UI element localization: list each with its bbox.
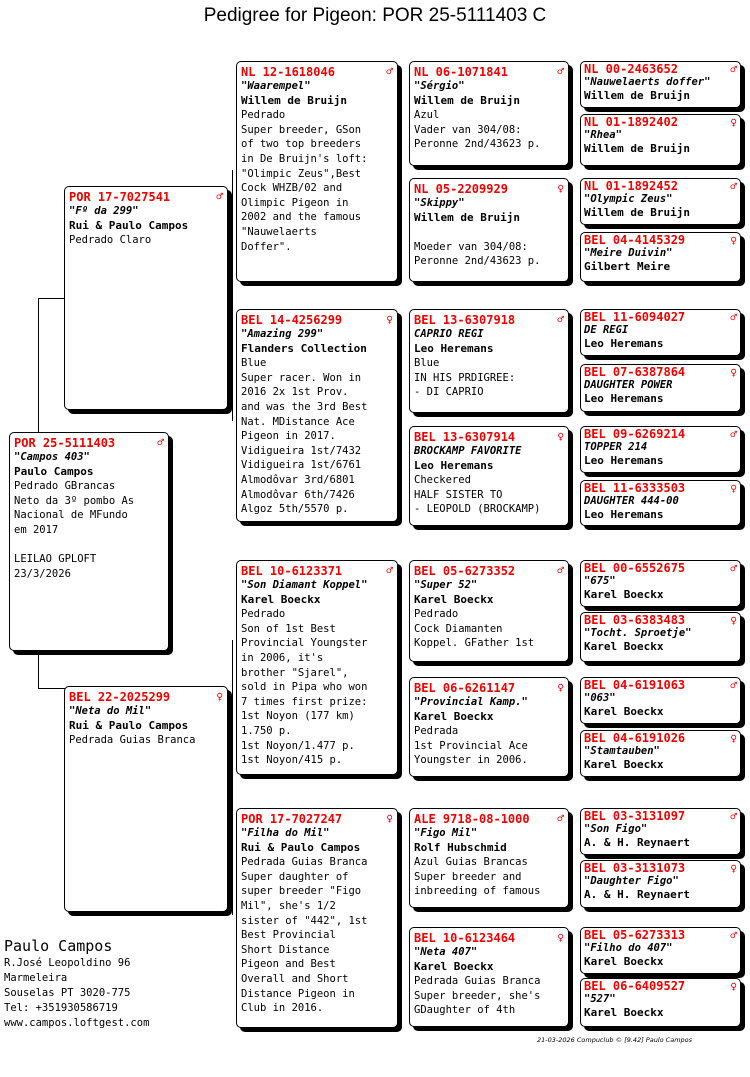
ring-number: BEL 00-6552675 <box>584 561 686 575</box>
note-line: Short Distance <box>241 943 330 956</box>
male-icon: ♂ <box>730 562 737 575</box>
note-line: GDaughter of 4th <box>414 1004 516 1017</box>
ring-number: BEL 06-6409527 <box>584 979 686 993</box>
pigeon-card-ssd[interactable] <box>409 178 569 282</box>
pigeon-card-sire[interactable] <box>64 186 228 410</box>
owner-address-line: Souselas PT 3020-775 <box>4 987 131 999</box>
breeder-name: Rui & Paulo Campos <box>241 840 361 854</box>
note-line: Super breeder, GSon <box>241 123 362 136</box>
ring-number: BEL 10-6123464 <box>414 931 516 945</box>
breeder-name: Karel Boeckx <box>584 1006 664 1019</box>
owner-name: Paulo Campos <box>4 937 113 955</box>
female-icon: ♀ <box>386 313 393 326</box>
pigeon-card-subject[interactable] <box>9 432 169 651</box>
pigeon-card-g6[interactable] <box>580 364 741 412</box>
ring-number: BEL 05-6273352 <box>414 564 516 578</box>
pigeon-color: Azul Guias Brancas <box>414 856 528 869</box>
female-icon: ♀ <box>557 681 564 694</box>
female-icon: ♀ <box>730 482 737 495</box>
pigeon-color: Pedrado <box>241 608 286 621</box>
ring-number: BEL 04-6191026 <box>584 731 686 745</box>
female-icon: ♀ <box>730 614 737 627</box>
pigeon-color: Azul <box>414 109 440 122</box>
pigeon-color: Pedrada <box>414 725 459 738</box>
pigeon-card-g5[interactable] <box>580 309 741 356</box>
female-icon: ♀ <box>730 862 737 875</box>
female-icon: ♀ <box>730 732 737 745</box>
pigeon-name: "Amazing 299" <box>241 328 324 340</box>
connector-dd <box>401 850 409 970</box>
pigeon-card-g11[interactable] <box>580 677 741 724</box>
female-icon: ♀ <box>557 931 564 944</box>
note-line: Doffer". <box>241 240 292 253</box>
pigeon-name: "Filho do 407" <box>584 942 673 954</box>
breeder-name: Leo Heremans <box>584 454 664 467</box>
female-icon: ♀ <box>730 980 737 993</box>
pigeon-name: "Son Diamant Koppel" <box>241 579 368 591</box>
breeder-name: Leo Heremans <box>414 458 494 472</box>
owner-info <box>4 936 149 1031</box>
breeder-name: Karel Boeckx <box>584 758 664 771</box>
female-icon: ♀ <box>557 182 564 195</box>
note-line: inbreeding of famous <box>414 885 541 898</box>
note-line: of two top breeders <box>241 138 362 151</box>
note-line: 1.750 p. <box>241 724 292 737</box>
pigeon-name: "Tocht. Sproetje" <box>584 627 692 639</box>
connector-sd <box>401 345 409 470</box>
pigeon-color: Blue <box>414 357 440 370</box>
connector-ss <box>401 90 409 225</box>
note-line: em 2017 <box>14 523 59 536</box>
breeder-name: Karel Boeckx <box>584 640 664 653</box>
pigeon-card-dd[interactable] <box>236 808 398 1028</box>
pigeon-card-dds[interactable] <box>409 808 569 908</box>
breeder-name: Paulo Campos <box>14 464 94 478</box>
pigeon-card-g1[interactable] <box>580 61 741 108</box>
pigeon-name: "Stamtauben" <box>584 745 660 757</box>
ring-number: BEL 03-3131073 <box>584 861 686 875</box>
pigeon-name: "Neta do Mil" <box>69 705 152 717</box>
male-icon: ♂ <box>216 190 223 203</box>
pigeon-name: "Olympic Zeus" <box>584 193 673 205</box>
pigeon-card-g14[interactable] <box>580 860 741 908</box>
note-line: Overall and Short <box>241 972 349 985</box>
pigeon-card-g4[interactable] <box>580 232 741 282</box>
ring-number: BEL 04-4145329 <box>584 233 686 247</box>
male-icon: ♂ <box>730 929 737 942</box>
breeder-name: Karel Boeckx <box>584 705 664 718</box>
note-line: Nat. MDistance Ace <box>241 415 355 428</box>
pigeon-name: "Fº da 299" <box>69 205 139 217</box>
breeder-name: Flanders Collection <box>241 341 367 355</box>
pigeon-name: "Provincial Kamp." <box>414 696 528 708</box>
pigeon-name: "Super 52" <box>414 579 478 591</box>
pigeon-color: Pedrado <box>241 109 286 122</box>
pigeon-name: BROCKAMP FAVORITE <box>414 445 522 457</box>
ring-number: BEL 10-6123371 <box>241 564 343 578</box>
note-line: Peronne 2nd/43623 p. <box>414 138 541 151</box>
note-line: Moeder van 304/08: <box>414 240 528 253</box>
ring-number: BEL 09-6269214 <box>584 427 686 441</box>
note-line: Mil", she's 1/2 <box>241 899 336 912</box>
note-line: 1st Provincial Ace <box>414 739 528 752</box>
pigeon-card-g12[interactable] <box>580 730 741 777</box>
male-icon: ♂ <box>557 564 564 577</box>
pigeon-color <box>414 225 564 240</box>
pigeon-name: "Son Figo" <box>584 823 648 835</box>
note-line: Vidigueira 1st/7432 <box>241 444 362 457</box>
pigeon-card-ddd[interactable] <box>409 927 569 1027</box>
note-line: Super daughter of <box>241 870 349 883</box>
breeder-name: Willem de Bruijn <box>241 93 347 107</box>
connector-ds <box>401 600 409 725</box>
male-icon: ♂ <box>730 311 737 324</box>
male-icon: ♂ <box>730 810 737 823</box>
pigeon-color: Pedrado <box>414 608 459 621</box>
page-title: Pedigree for Pigeon: POR 25-5111403 C <box>203 5 547 26</box>
breeder-name: A. & H. Reynaert <box>584 836 690 849</box>
ring-number: BEL 03-6383483 <box>584 613 686 627</box>
breeder-name: Willem de Bruijn <box>584 89 690 102</box>
pigeon-name: "Meire Duivin" <box>584 247 673 259</box>
note-line: 7 times first prize: <box>241 695 368 708</box>
note-line <box>14 538 164 553</box>
owner-address-line: Marmeleira <box>4 972 68 984</box>
breeder-name: A. & H. Reynaert <box>584 888 690 901</box>
pigeon-name: "Rhea" <box>584 129 622 141</box>
note-line: 1st Noyon/1.477 p. <box>241 739 355 752</box>
pigeon-card-g10[interactable] <box>580 612 741 662</box>
note-line: Cock WHZB/02 and <box>241 182 343 195</box>
pigeon-card-sd[interactable] <box>236 309 398 522</box>
note-line: Almodôvar 3rd/6801 <box>241 473 355 486</box>
pigeon-name: DAUGHTER 444-00 <box>584 495 679 507</box>
pigeon-name: "527" <box>584 993 616 1005</box>
footer-credit: 21-03-2026 Compuclub © [9.42] Paulo Campos <box>537 1036 693 1044</box>
note-line: in De Bruijn's loft: <box>241 152 368 165</box>
breeder-name: Rolf Hubschmid <box>414 840 507 854</box>
ring-number: BEL 22-2025299 <box>69 690 171 704</box>
breeder-name: Rui & Paulo Campos <box>69 718 189 732</box>
note-line: Distance Pigeon in <box>241 987 355 1000</box>
ring-number: POR 17-7027247 <box>241 812 343 826</box>
note-line: Vidigueira 1st/6761 <box>241 459 362 472</box>
pigeon-name: DAUGHTER POWER <box>584 379 673 391</box>
ring-number: BEL 04-6191063 <box>584 678 686 692</box>
pigeon-name: "Figo Mil" <box>414 827 478 839</box>
ring-number: NL 01-1892402 <box>584 115 678 129</box>
note-line: and was the 3rd Best <box>241 400 368 413</box>
note-line: Super racer. Won in <box>241 371 362 384</box>
pigeon-name: "Daughter Figo" <box>584 875 679 887</box>
pigeon-card-g13[interactable] <box>580 808 741 855</box>
pigeon-name: "063" <box>584 692 616 704</box>
ring-number: BEL 11-6094027 <box>584 310 686 324</box>
breeder-name: Karel Boeckx <box>414 709 494 723</box>
female-icon: ♀ <box>730 116 737 129</box>
note-line: Super breeder, she's <box>414 989 541 1002</box>
note-line: Olimpic Pigeon in <box>241 196 349 209</box>
pigeon-name: TOPPER 214 <box>584 441 648 453</box>
note-line: Algoz 5th/5570 p. <box>241 503 349 516</box>
note-line: Peronne 2nd/43623 p. <box>414 255 541 268</box>
note-line: super breeder "Figo <box>241 885 362 898</box>
owner-address-line: R.José Leopoldino 96 <box>4 957 131 969</box>
note-line: - DI CAPRIO <box>414 386 484 399</box>
pigeon-color: Pedrada Guias Branca <box>241 856 368 869</box>
note-line: Neto da 3º pombo As <box>14 494 135 507</box>
pigeon-card-sdd[interactable] <box>409 426 569 526</box>
breeder-name: Rui & Paulo Campos <box>69 218 189 232</box>
pigeon-card-ds[interactable] <box>236 560 398 775</box>
pigeon-card-dam[interactable] <box>64 686 228 912</box>
pigeon-name: "Filha do Mil" <box>241 827 330 839</box>
female-icon: ♀ <box>386 812 393 825</box>
pigeon-card-g7[interactable] <box>580 426 741 473</box>
pigeon-color: Pedrada Guias Branca <box>69 734 196 747</box>
note-line: "Olimpic Zeus",Best <box>241 167 362 180</box>
note-line: - LEOPOLD (BROCKAMP) <box>414 503 541 516</box>
note-line: 23/3/2026 <box>14 567 71 580</box>
owner-website[interactable]: www.campos.loftgest.com <box>4 1017 150 1029</box>
female-icon: ♀ <box>730 366 737 379</box>
ring-number: POR 17-7027541 <box>69 190 171 204</box>
pigeon-card-ss[interactable] <box>236 61 398 282</box>
pigeon-color: Pedrada Guias Branca <box>414 975 541 988</box>
pigeon-name: "Neta 407" <box>414 946 478 958</box>
note-line: Nacional de MFundo <box>14 509 128 522</box>
female-icon: ♀ <box>730 234 737 247</box>
note-line: 1st Noyon/415 p. <box>241 754 343 767</box>
pigeon-card-g3[interactable] <box>580 178 741 225</box>
breeder-name: Karel Boeckx <box>584 955 664 968</box>
note-line: in 2006, it's <box>241 651 324 664</box>
note-line: 2016 2x 1st Prov. <box>241 386 349 399</box>
male-icon: ♂ <box>730 180 737 193</box>
ring-number: NL 12-1618046 <box>241 65 335 79</box>
breeder-name: Leo Heremans <box>584 508 664 521</box>
breeder-name: Karel Boeckx <box>414 592 494 606</box>
pigeon-color: Pedrado GBrancas <box>14 480 116 493</box>
ring-number: BEL 03-3131097 <box>584 809 686 823</box>
breeder-name: Leo Heremans <box>584 392 664 405</box>
note-line: sister of "442", 1st <box>241 914 368 927</box>
ring-number: NL 01-1892452 <box>584 179 678 193</box>
note-line: Youngster in 2006. <box>414 754 528 767</box>
note-line: HALF SISTER TO <box>414 488 503 501</box>
note-line: Pigeon in 2017. <box>241 430 336 443</box>
pigeon-name: "Campos 403" <box>14 451 90 463</box>
owner-phone: Tel: +351930586719 <box>4 1002 118 1014</box>
note-line: LEILAO GPLOFT <box>14 553 97 566</box>
pigeon-card-g16[interactable] <box>580 978 741 1027</box>
ring-number: BEL 07-6387864 <box>584 365 686 379</box>
ring-number: ALE 9718-08-1000 <box>414 812 530 826</box>
note-line: Provincial Youngster <box>241 637 368 650</box>
pigeon-card-sds[interactable] <box>409 309 569 413</box>
pigeon-card-g9[interactable] <box>580 560 741 607</box>
ring-number: BEL 06-6261147 <box>414 681 516 695</box>
note-line: 2002 and the famous <box>241 211 362 224</box>
male-icon: ♂ <box>157 436 164 449</box>
ring-number: BEL 11-6333503 <box>584 481 686 495</box>
ring-number: BEL 13-6307914 <box>414 430 516 444</box>
connector-subject-dam <box>38 688 65 689</box>
note-line: Koppel. GFather 1st <box>414 637 535 650</box>
ring-number: BEL 13-6307918 <box>414 313 516 327</box>
female-icon: ♀ <box>216 690 223 703</box>
pigeon-name: "Waarempel" <box>241 80 311 92</box>
note-line: Pigeon and Best <box>241 958 336 971</box>
ring-number: NL 00-2463652 <box>584 62 678 76</box>
pigeon-color: Blue <box>241 357 267 370</box>
male-icon: ♂ <box>730 428 737 441</box>
pigeon-name: CAPRIO REGI <box>414 328 484 340</box>
pigeon-name: "Sérgio" <box>414 80 465 92</box>
ring-number: NL 05-2209929 <box>414 182 508 196</box>
pigeon-card-sss[interactable] <box>409 61 569 166</box>
note-line: Vader van 304/08: <box>414 123 522 136</box>
connector-subject-sire <box>38 298 65 299</box>
male-icon: ♂ <box>557 313 564 326</box>
note-line: Super breeder and <box>414 870 522 883</box>
pigeon-card-g15[interactable] <box>580 927 741 974</box>
ring-number: POR 25-5111403 <box>14 436 116 450</box>
pigeon-color: Checkered <box>414 474 471 487</box>
pigeon-card-dsd[interactable] <box>409 677 569 777</box>
breeder-name: Willem de Bruijn <box>414 93 520 107</box>
note-line: 1st Noyon (177 km) <box>241 710 355 723</box>
pigeon-card-g8[interactable] <box>580 480 741 526</box>
ring-number: BEL 05-6273313 <box>584 928 686 942</box>
note-line: Almodôvar 6th/7426 <box>241 488 355 501</box>
ring-number: NL 06-1071841 <box>414 65 508 79</box>
male-icon: ♂ <box>386 564 393 577</box>
note-line: Club in 2016. <box>241 1002 324 1015</box>
breeder-name: Karel Boeckx <box>584 588 664 601</box>
ring-number: BEL 14-4256299 <box>241 313 343 327</box>
pigeon-name: "Nauwelaerts doffer" <box>584 76 711 88</box>
breeder-name: Karel Boeckx <box>414 959 494 973</box>
note-line: brother "Sjarel", <box>241 666 349 679</box>
breeder-name: Willem de Bruijn <box>584 142 690 155</box>
pigeon-name: "Skippy" <box>414 197 465 209</box>
note-line: "Nauwelaerts <box>241 225 317 238</box>
breeder-name: Leo Heremans <box>414 341 494 355</box>
breeder-name: Willem de Bruijn <box>414 210 520 224</box>
breeder-name: Gilbert Meire <box>584 260 671 273</box>
pigeon-card-dss[interactable] <box>409 560 569 662</box>
note-line: IN HIS PRDIGREE: <box>414 371 516 384</box>
note-line: Best Provincial <box>241 929 336 942</box>
note-line: sold in Pipa who won <box>241 681 368 694</box>
male-icon: ♂ <box>730 679 737 692</box>
pigeon-card-g2[interactable] <box>580 114 741 166</box>
note-line: Cock Diamanten <box>414 622 503 635</box>
breeder-name: Willem de Bruijn <box>584 206 690 219</box>
male-icon: ♂ <box>730 63 737 76</box>
male-icon: ♂ <box>557 65 564 78</box>
pigeon-name: DE REGI <box>584 324 629 336</box>
female-icon: ♀ <box>557 430 564 443</box>
male-icon: ♂ <box>557 812 564 825</box>
note-line: Son of 1st Best <box>241 622 336 635</box>
breeder-name: Karel Boeckx <box>241 592 321 606</box>
pigeon-name: "675" <box>584 575 616 587</box>
breeder-name: Leo Heremans <box>584 337 664 350</box>
male-icon: ♂ <box>386 65 393 78</box>
pigeon-color: Pedrado Claro <box>69 234 152 247</box>
